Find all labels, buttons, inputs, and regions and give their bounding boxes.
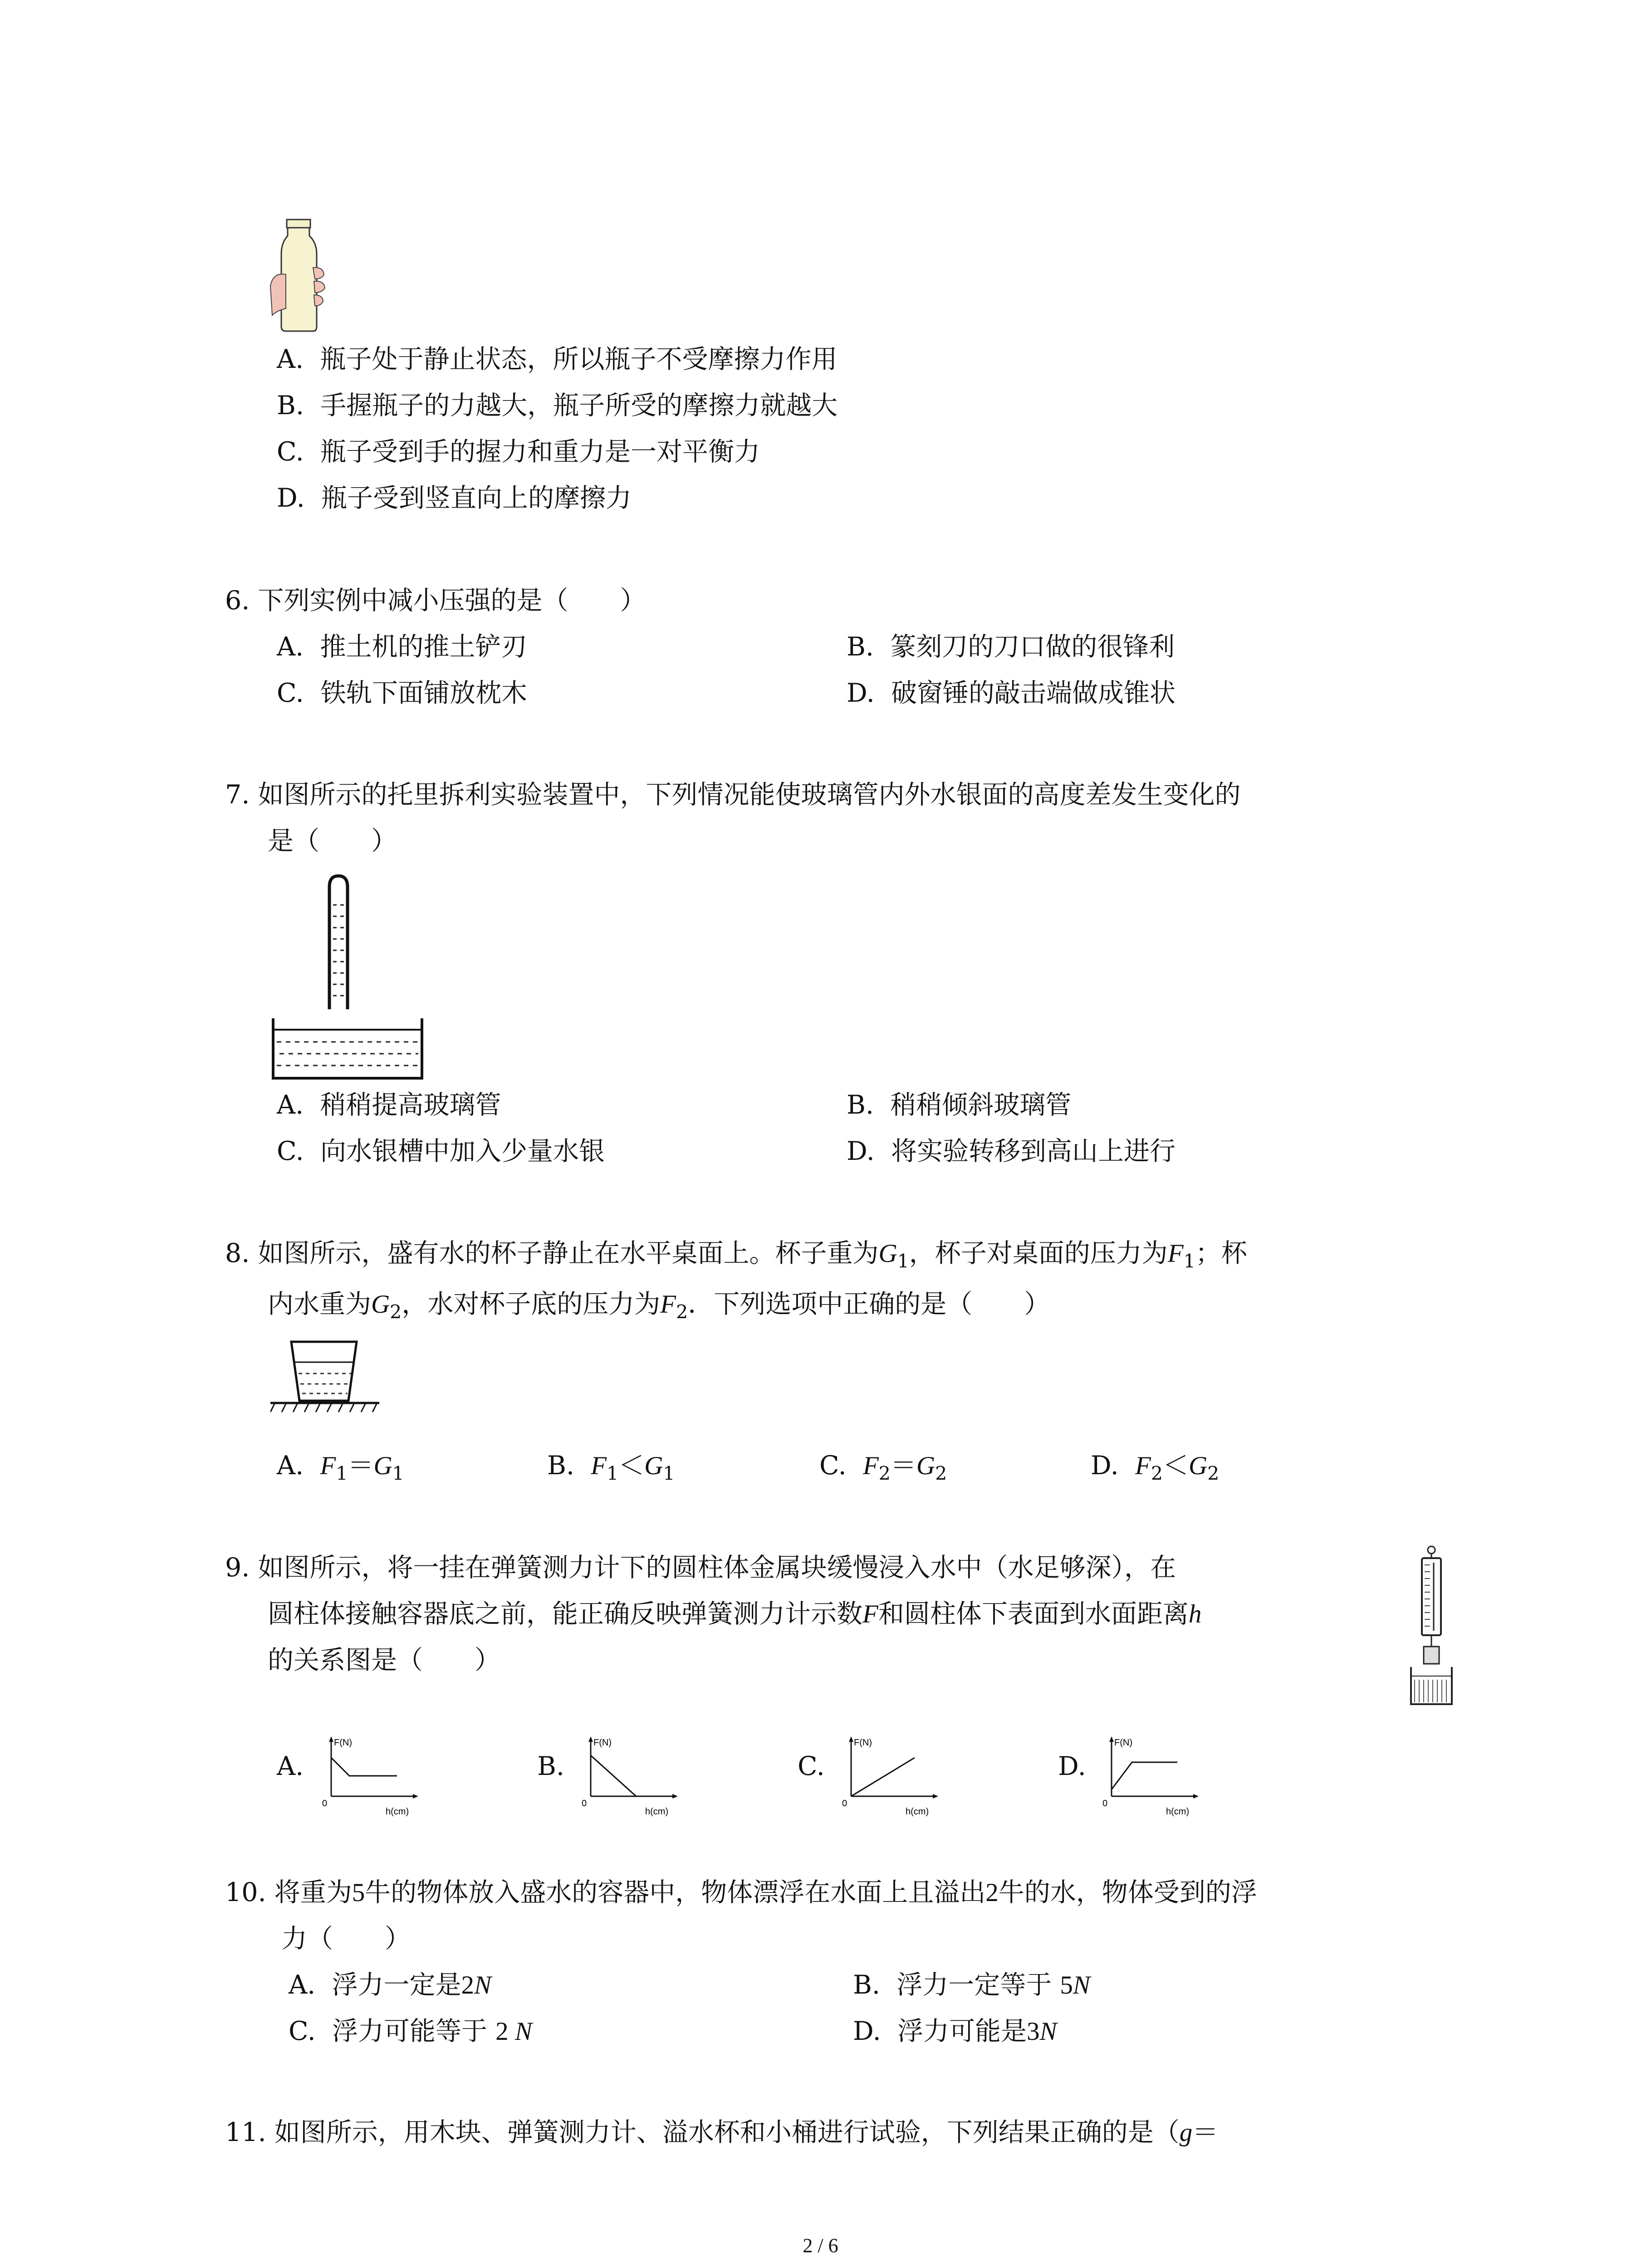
q10-stem-line2: 力（ ）	[281, 1924, 411, 1954]
svg-text:h(cm): h(cm)	[906, 1807, 929, 1817]
q8-option-c: C. $F_2=G_2$	[819, 1451, 947, 1485]
q6-option-c: C. 铁轨下面铺放枕木	[277, 678, 527, 708]
q6-option-a: A. 推土机的推土铲刃	[277, 632, 527, 662]
svg-text:h(cm): h(cm)	[645, 1807, 669, 1817]
q10-option-a: A. 浮力一定是2N	[289, 1970, 492, 2000]
svg-text:F(N): F(N)	[1114, 1738, 1132, 1748]
svg-text:F(N): F(N)	[593, 1738, 612, 1748]
q6-option-d: D. 破窗锤的敲击端做成锥状	[847, 678, 1176, 708]
svg-text:h(cm): h(cm)	[1166, 1807, 1190, 1817]
q10-stem-line1: 10. 将重为5牛的物体放入盛水的容器中，物体漂浮在水面上且溢出2牛的水，物体受到的浮	[225, 1877, 1257, 1907]
q10-option-c: C. 浮力可能等于 2 N	[289, 2016, 532, 2046]
page-number: 2 / 6	[803, 2234, 838, 2257]
q9-graph-d-letter: D.	[1058, 1751, 1086, 1781]
q8-option-d: D. $F_2<G_2$	[1091, 1451, 1220, 1485]
svg-text:0: 0	[322, 1799, 328, 1809]
svg-text:0: 0	[1102, 1799, 1108, 1809]
svg-text:0: 0	[582, 1799, 587, 1809]
q7-option-c: C. 向水银槽中加入少量水银	[277, 1136, 605, 1166]
q9-graph-d	[1098, 1733, 1202, 1819]
q5-option-d: D. 瓶子受到竖直向上的摩擦力	[277, 483, 632, 513]
q5-option-b: B. 手握瓶子的力越大，瓶子所受的摩擦力就越大	[277, 391, 838, 420]
spring-scale-container-figure	[1406, 1545, 1456, 1708]
q9-graph-c	[838, 1733, 942, 1819]
q9-graph-c-letter: C.	[798, 1751, 825, 1781]
svg-text:F(N): F(N)	[854, 1738, 872, 1748]
q9-stem-line1: 9. 如图所示，将一挂在弹簧测力计下的圆柱体金属块缓慢浸入水中（水足够深），在	[225, 1553, 1176, 1583]
bottle-hand-figure	[268, 218, 336, 336]
q11-stem-line1: 11. 如图所示，用木块、弹簧测力计、溢水杯和小桶进行试验，下列结果正确的是（g＝	[225, 2117, 1219, 2147]
q9-stem-line3: 的关系图是（ ）	[268, 1645, 500, 1675]
q7-option-a: A. 稍稍提高玻璃管	[277, 1090, 501, 1120]
q7-stem-line2: 是（ ）	[268, 826, 397, 856]
q8-stem-line1: 8. 如图所示，盛有水的杯子静止在水平桌面上。杯子重为$G_1$，杯子对桌面的压力为$F_1$；杯	[225, 1238, 1247, 1272]
q6-option-b: B. 篆刻刀的刀口做的很锋利	[847, 632, 1175, 662]
q10-option-b: B. 浮力一定等于 5N	[853, 1970, 1090, 2000]
q5-option-a: A. 瓶子处于静止状态，所以瓶子不受摩擦力作用	[277, 344, 838, 374]
q9-graph-b	[577, 1733, 681, 1819]
torricelli-apparatus-figure	[270, 873, 425, 1082]
q9-graph-a	[318, 1733, 422, 1819]
q9-stem-line2: 圆柱体接触容器底之前，能正确反映弹簧测力计示数F和圆柱体下表面到水面距离h	[268, 1599, 1202, 1629]
q9-graph-b-letter: B.	[537, 1751, 565, 1781]
q6-stem: 6. 下列实例中减小压强的是（ ）	[225, 586, 646, 616]
svg-text:0: 0	[842, 1799, 847, 1809]
q5-option-c: C. 瓶子受到手的握力和重力是一对平衡力	[277, 437, 760, 467]
q8-option-a: A. $F_1=G_1$	[277, 1451, 404, 1485]
cup-on-table-figure	[270, 1337, 384, 1423]
q10-option-d: D. 浮力可能是3N	[853, 2016, 1057, 2046]
svg-text:F(N): F(N)	[334, 1738, 352, 1748]
q7-option-b: B. 稍稍倾斜玻璃管	[847, 1090, 1072, 1120]
q8-stem-line2: 内水重为$G_2$，水对杯子底的压力为$F_2$．下列选项中正确的是（ ）	[268, 1289, 1050, 1323]
svg-text:h(cm): h(cm)	[386, 1807, 409, 1817]
q9-graph-a-letter: A.	[277, 1751, 304, 1781]
q8-option-b: B. $F_1<G_1$	[547, 1451, 675, 1485]
q7-option-d: D. 将实验转移到高山上进行	[847, 1136, 1176, 1166]
q7-stem-line1: 7. 如图所示的托里拆利实验装置中，下列情况能使玻璃管内外水银面的高度差发生变化的	[225, 780, 1241, 810]
